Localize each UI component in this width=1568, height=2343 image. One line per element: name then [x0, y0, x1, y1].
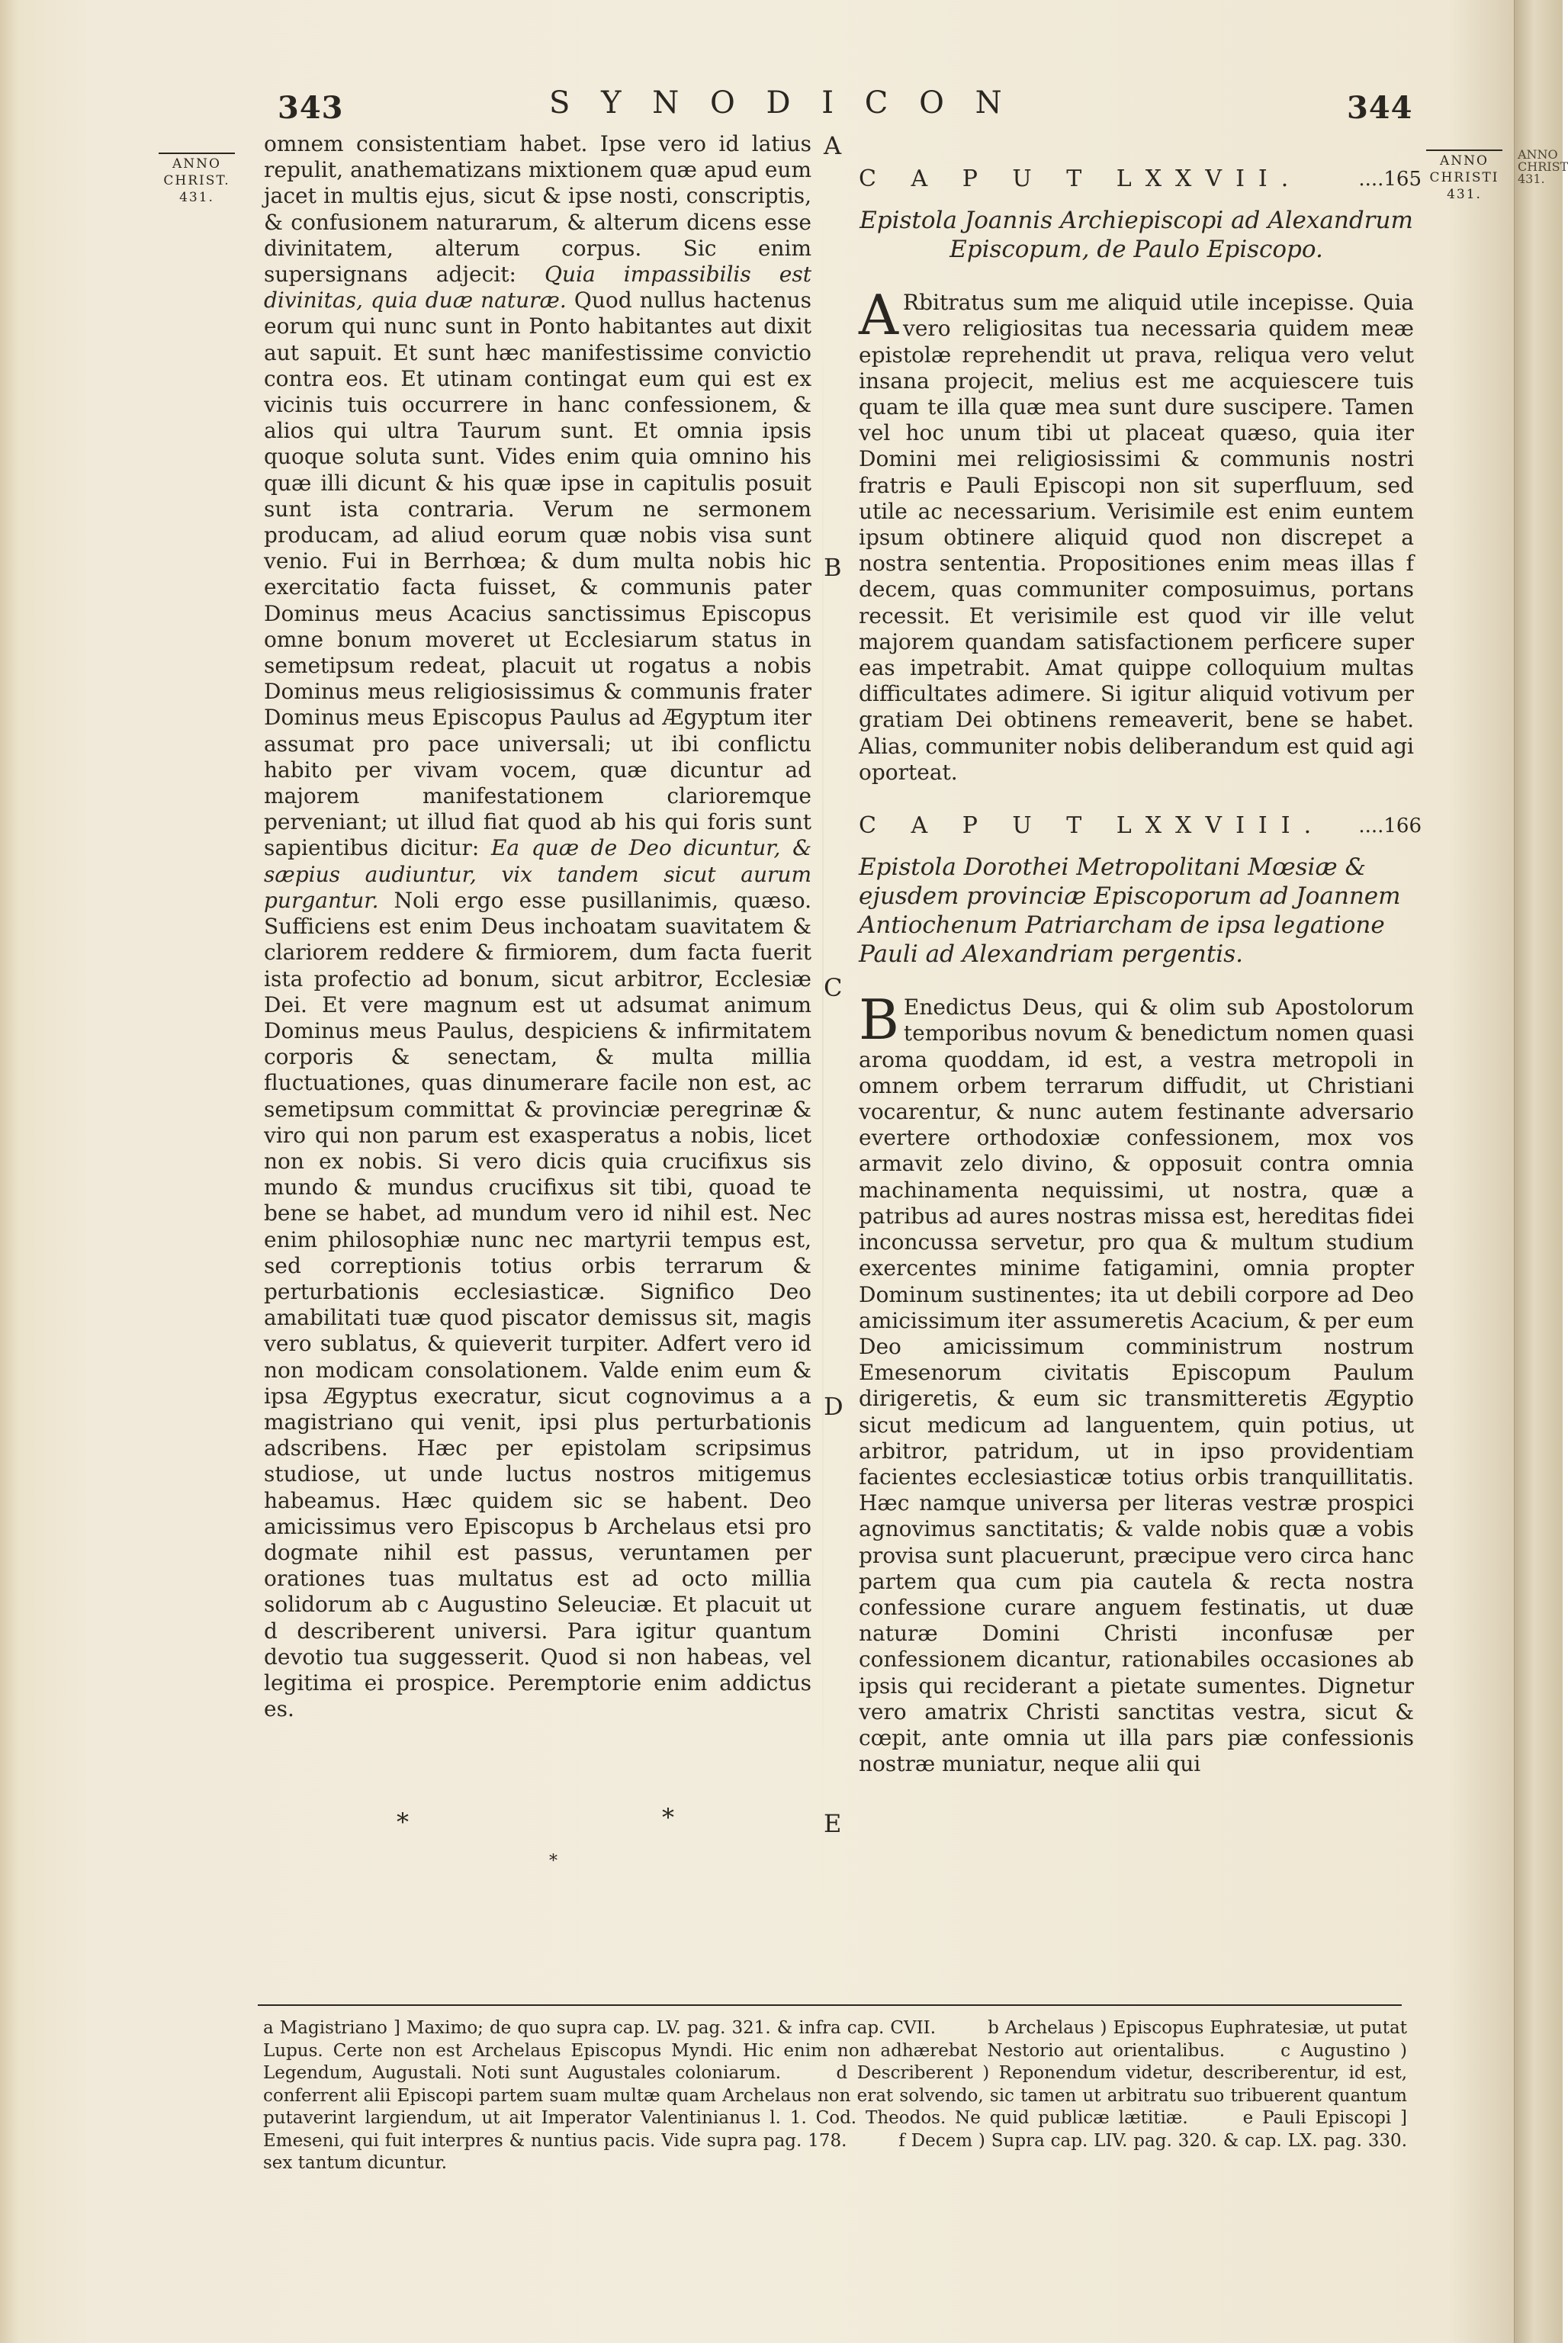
margin-letter-a: A	[824, 131, 842, 160]
left-quote-1: Quia impassibilis est divinitas, quia duæ naturæ.	[264, 262, 812, 313]
page-number-right: 344	[1347, 90, 1413, 126]
next-page-edge	[1514, 0, 1568, 2343]
margin-letter-e: E	[824, 1809, 842, 1838]
column-gutter	[822, 183, 824, 1930]
chapter-number-166: ....166	[1358, 815, 1422, 838]
left-quote-2: Ea quæ de Deo dicuntur, & sæpius audiuntur, vix tandem sicut aurum purgantur.	[264, 835, 811, 913]
running-title: S Y N O D I C O N	[549, 85, 1013, 121]
footnote-f: f Decem ) Supra cap. LIV. pag. 320. & cap. LX. pag. 330. sex tantum dicuntur.	[263, 2130, 1408, 2173]
letter-title-2: Epistola Dorothei Metropolitani Mœsiæ & ejusdem provinciæ Episcoporum ad Joannem Antiochenum Patriarcham de ipsa legatione Pauli ad Alexandriam pergentis.	[859, 853, 1401, 969]
letter-body-2: B Enedictus Deus, qui & olim sub Apostolorum temporibus novum & benedictum nomen quasi aroma quoddam, id est, a vestra metropoli in omnem orbem terrarum diffudit, ut Christiani vocarentur, & nunc autem festinante adversario evertere orthodoxiæ confessionem, mox vos armavit zelo divino, & opposuit contra omnia machinamenta nequissimi, ut nostra, quæ a patribus ad aures nostras missa est, hereditas fidei inconcussa servetur, pro qua & multum studium exercentes minime fatigamini, omnia propter Dominum sustinentes; ita ut debili corpore ad Deo amicissimum iter assumeretis Acacium, & per eum Deo amicissimum comministrum nostrum Emesenorum civitatis Episcopum Paulum dirigeretis, & eum sic transmitteretis Ægyptio sicut medicum ad languentem, quin potius, ut arbitror, patridum, ut in ipso providentiam facientes ecclesiasticæ totius orbis tranquillitatis. Hæc namque universa per literas vestræ prospici agnovimus sanctitatis; & valde nobis quæ a vobis provisa sunt placuerunt, præcipue vero circa hanc partem qua cum pia cautela & recta nostra confessione curare anguem festinatis, ut duæ naturæ Domini Christi inconfusæ per confessionem dicantur, rationabiles occasiones ab ipsis qui reciderant a pietate sumentes. Dignetur vero amatrix Christi sanctitas vestra, sicut & cœpit, ante omnia ut illa pars piæ confessionis nostræ muniatur, neque alii qui	[859, 988, 1414, 1777]
asterisk-1: *	[397, 1808, 409, 1837]
footnote-d: d Describerent ) Reponendum videtur, describerentur, id est, conferrent alii Episcopi partem suam multæ quam Archelaus non erat solvendo, sic tamen ut arbitratu suo tribuerent quantum putaverint largiendum, ut ait Imperator Valentinianus l. 1. Cod. Theodos. Ne quid publicæ lætitiæ.	[263, 2063, 1408, 2128]
footnote-a: a Magistriano ] Maximo; de quo supra cap. LV. pag. 321. & infra cap. CVII.	[263, 2018, 937, 2038]
letter-title-1: Epistola Joannis Archiepiscopi ad Alexandrum Episcopum, de Paulo Episcopo.	[860, 207, 1413, 264]
left-text-1: omnem consistentiam habet. Ipse vero id latius repulit, anathematizans mixtionem quæ apud eum jacet in multis ejus, sicut & ipse nosti, conscriptis, & confusionem naturarum, & alterum dicens esse divinitatem, alterum corpus. Sic enim supersignans adjecit:	[264, 131, 811, 288]
asterisk-2: *	[662, 1803, 674, 1832]
drop-cap-a: A	[859, 283, 898, 348]
left-text-2: Quod nullus hactenus eorum qui nunc sunt in Ponto habitantes aut dixit aut sapuit. Et sunt hæc manifestissime convictio contra eos. Et utinam contingat eum qui est ex vicinis tuis occurrere in hanc confessionem, & alios qui ultra Taurum sunt. Et omnia ipsis quoque soluta sunt. Vides enim quia omnino his quæ illi dicunt & his quæ ipse in capitulis posuit sunt ista contraria. Verum ne sermonem producam, ad aliud eorum quæ nobis visa sunt venio. Fui in Berrhœa; & dum multa nobis hic exercitatio facta fuisset, & communis pater Dominus meus Acacius sanctissimus Episcopus omne bonum moveret ut Ecclesiarum status in semetipsum redeat, placuit ut rogatus a nobis Dominus meus religiosissimus & communis frater Dominus meus Episcopus Paulus ad Ægyptum iter assumat pro pace universali; ut ibi conflictu habito per vivam vocem, quæ dicuntur ad majorem manifestationem clarioremque perveniant; ut illud fiat quod ab his qui foris sunt sapientibus dicitur:	[264, 288, 811, 861]
chapter-heading-78: C A P U T LXXVIII. ....166	[859, 812, 1422, 840]
drop-cap-b: B	[859, 988, 899, 1053]
footnote-rule	[258, 2004, 1402, 2006]
left-text-3: Noli ergo esse pusillanimis, quæso. Sufficiens est enim Deus inchoatam suavitatem & clariorem reddere & firmiorem, dum facta fuerit ista profectio ad bonum, sicut arbitror, Ecclesiæ Dei. Et vere magnum est ut adsumat animum Dominus meus Paulus, despiciens & infirmitatem corporis & senectam, & multa millia fluctuationes, quas dinumerare facile non est, ac semetipsum committat & provinciæ peregrinæ & viro qui non parum est exasperatus a nobis, licet non ex nobis. Si vero dicis quia crucifixus sis mundo & mundus crucifixus sit tibi, quoad te bene se habet, ad mundum vero id nihil est. Nec enim philosophiæ nunc nec martyrii tempus est, sed correptionis totius orbis terrarum & perturbationis ecclesiasticæ. Significo Deo amabilitati tuæ quod piscator demissus sit, magis vero sublatus, & quieverit turpiter. Adfert vero id non modicam consolationem. Valde enim eum & ipsa Ægyptus execratur, sicut cognovimus a a magistriano qui venit, ipsi plus perturbationis adscribens. Hæc per epistolam scripsimus studiose, ut unde luctus nostros mitigemus habeamus. Hæc quidem sic se habent. Deo amicissimus vero Episcopus b Archelaus etsi pro dogmate nihil est passus, veruntamen per orationes tuas multatus est ad octo millia solidorum ab c Augustino Seleuciæ. Et placuit ut d describerent universi. Para igitur quantum devotio tua suggesserit. Quod si non habeas, vel legitima ei prospice. Peremptorie enim addictus es.	[264, 887, 811, 1722]
footnote-c: c Augustino ) Legendum, Augustali. Noti sunt Augustales coloniarum.	[263, 2040, 1408, 2083]
side-note-right: ANNO CHRISTI 431.	[1426, 149, 1502, 203]
margin-letter-c: C	[824, 973, 843, 1002]
margin-letter-d: D	[824, 1392, 843, 1421]
right-column	[859, 159, 1422, 1777]
left-column	[264, 131, 811, 1722]
footnote-e: e Pauli Episcopi ] Emeseni, qui fuit interpres & nuntius pacis. Vide supra pag. 178.	[263, 2108, 1408, 2151]
margin-letter-b: B	[824, 553, 842, 582]
page-number-left: 343	[278, 90, 344, 126]
chapter-number-165: ....165	[1358, 168, 1422, 191]
asterisk-3: *	[549, 1852, 557, 1871]
far-right-side-note: ANNO CHRIST 431.	[1518, 147, 1568, 186]
side-note-left: ANNO CHRIST. 431.	[159, 153, 235, 206]
chapter-heading-77: C A P U T LXXVII. ....165	[859, 166, 1422, 192]
footnotes	[263, 2017, 1407, 2175]
letter-body-1: A Rbitratus sum me aliquid utile incepisse. Quia vero religiositas tua necessaria quidem meæ epistolæ reprehendit ut prava, reliqua vero velut insana projecit, melius est me acquiescere tuis quam te illa quæ mea sunt dure suscipere. Tamen vel hoc unum tibi ut placeat quæso, quia iter Domini mei religiosissimi & communis nostri fratris e Pauli Episcopi non sit superfluum, sed utile ac necessarium. Verisimile est enim euntem ipsum obtinere aliquid quod non discrepet a nostra sententia. Propositiones enim meas illas f decem, quas communiter composuimus, portans recessit. Et verisimile est quod vir ille velut majorem quandam satisfactionem perficere super eas impetrabit. Amat quippe colloquium multas difficultates adimere. Si igitur aliquid votivum per gratiam Dei obtinens remeaverit, bene se habet. Alias, communiter nobis deliberandum est quid agi oporteat.	[859, 283, 1414, 785]
footnote-b: b Archelaus ) Episcopus Euphratesiæ, ut putat Lupus. Certe non est Archelaus Episcopus Myndi. Hic enim non adhærebat Nestorio aut orientalibus.	[263, 2018, 1408, 2061]
